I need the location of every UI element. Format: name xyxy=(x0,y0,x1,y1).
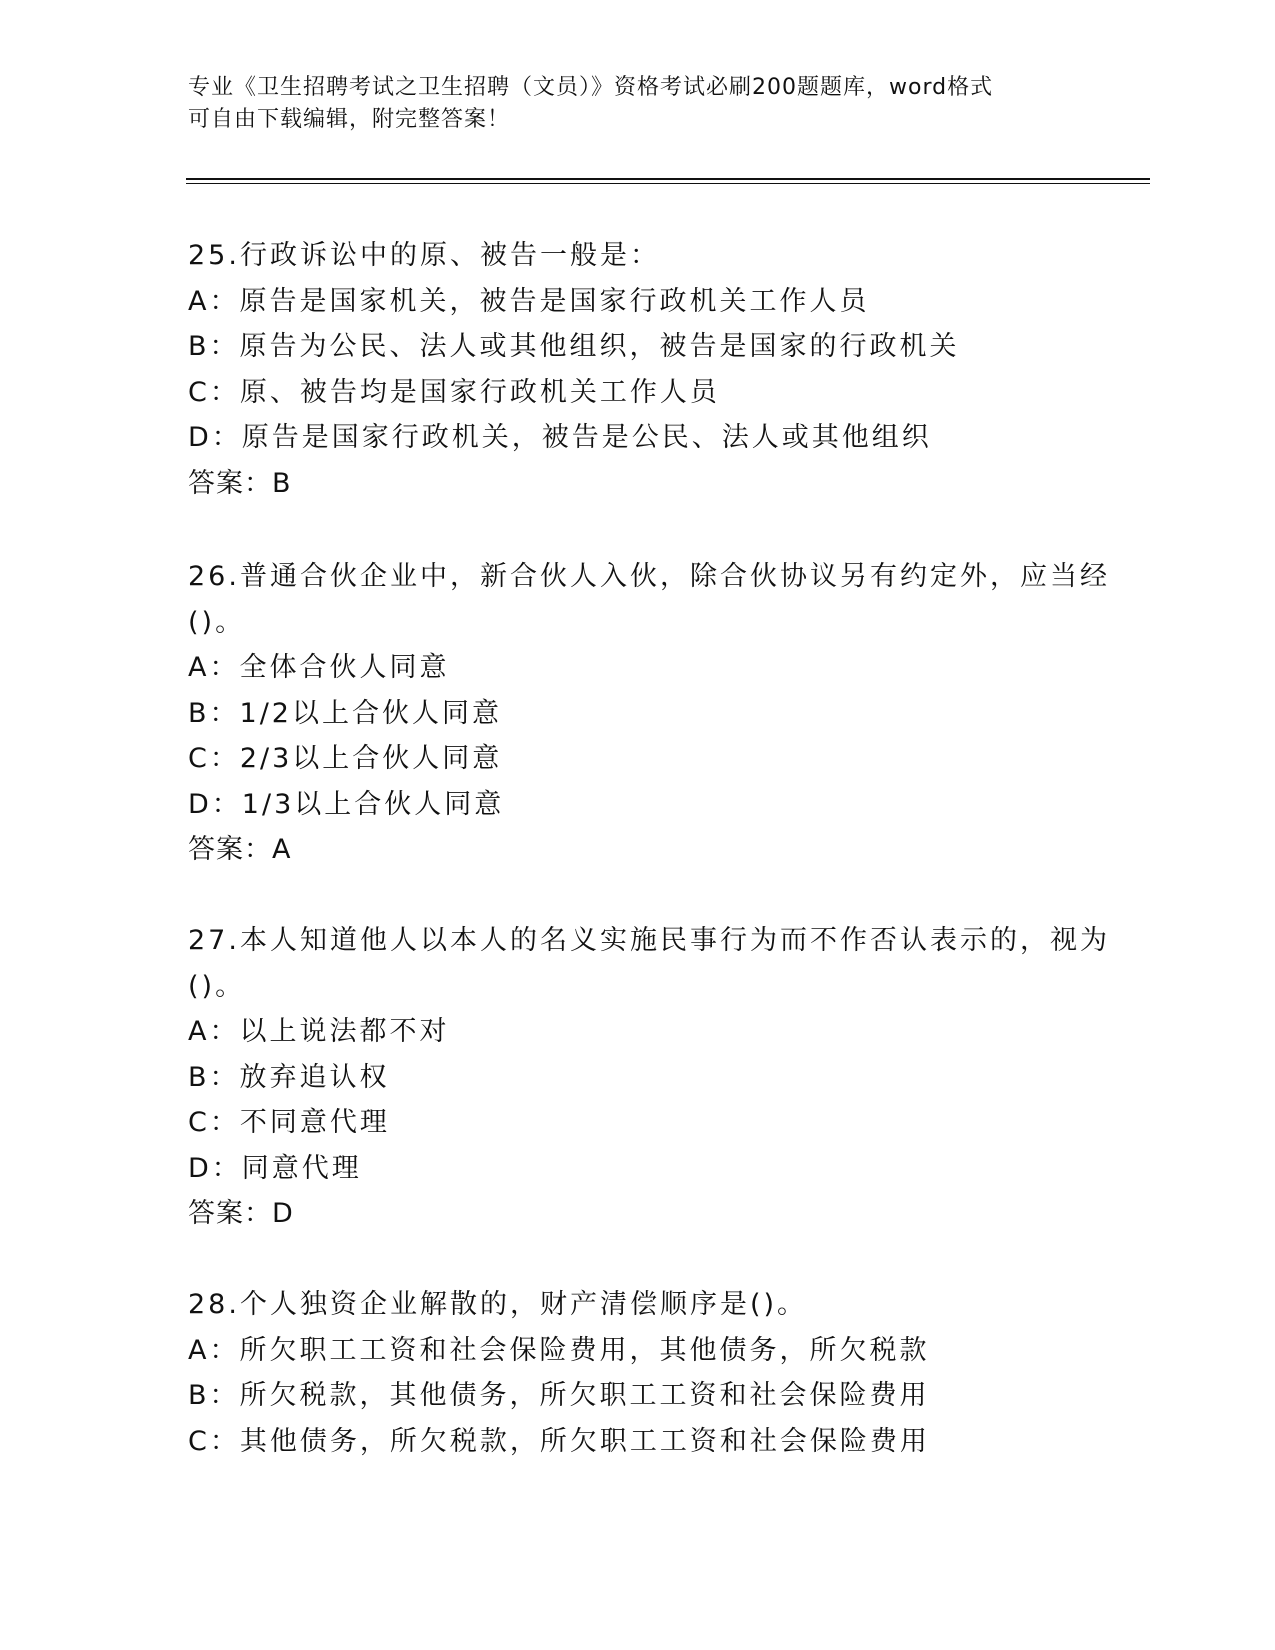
option-a: A：所欠职工工资和社会保险费用，其他债务，所欠税款 xyxy=(188,1334,930,1366)
option-b: B：1/2以上合伙人同意 xyxy=(188,697,502,729)
question-26 xyxy=(188,554,1110,873)
answer-line: 答案：D xyxy=(188,1198,294,1229)
option-a: A：原告是国家机关，被告是国家行政机关工作人员 xyxy=(188,285,870,317)
option-a: A：全体合伙人同意 xyxy=(188,652,450,683)
answer-line: 答案：A xyxy=(188,834,292,865)
option-b: B：放弃追认权 xyxy=(188,1061,390,1093)
question-stem: 28.个人独资企业解散的，财产清偿顺序是()。 xyxy=(188,1289,808,1320)
option-c: C：2/3以上合伙人同意 xyxy=(188,743,503,774)
option-a: A：以上说法都不对 xyxy=(188,1016,450,1047)
question-stem-continued: ()。 xyxy=(188,970,246,1002)
question-stem: 26.普通合伙企业中，新合伙人入伙，除合伙协议另有约定外，应当经 xyxy=(188,561,1110,592)
question-stem: 27.本人知道他人以本人的名义实施民事行为而不作否认表示的，视为 xyxy=(188,925,1110,956)
option-c: C：其他债务，所欠税款，所欠职工工资和社会保险费用 xyxy=(188,1425,930,1457)
option-d: D：同意代理 xyxy=(188,1152,362,1184)
option-c: C：原、被告均是国家行政机关工作人员 xyxy=(188,376,720,408)
question-stem-continued: ()。 xyxy=(188,606,246,638)
option-d: D：原告是国家行政机关，被告是公民、法人或其他组织 xyxy=(188,422,932,453)
question-25 xyxy=(188,233,1088,506)
question-stem: 25.行政诉讼中的原、被告一般是： xyxy=(188,240,660,271)
question-28 xyxy=(188,1282,1088,1464)
header-divider-thick xyxy=(186,178,1150,180)
header-line-2: 可自由下载编辑，附完整答案！ xyxy=(188,107,511,132)
header-divider-thin xyxy=(186,183,1150,184)
answer-line: 答案：B xyxy=(188,467,292,499)
option-b: B：所欠税款，其他债务，所欠职工工资和社会保险费用 xyxy=(188,1380,930,1411)
document-header xyxy=(188,72,1088,136)
header-line-1: 专业《卫生招聘考试之卫生招聘（文员）》资格考试必刷200题题库，word格式 xyxy=(188,75,994,100)
question-27 xyxy=(188,918,1110,1237)
option-d: D：1/3以上合伙人同意 xyxy=(188,788,505,820)
option-b: B：原告为公民、法人或其他组织，被告是国家的行政机关 xyxy=(188,331,960,362)
option-c: C：不同意代理 xyxy=(188,1107,390,1138)
